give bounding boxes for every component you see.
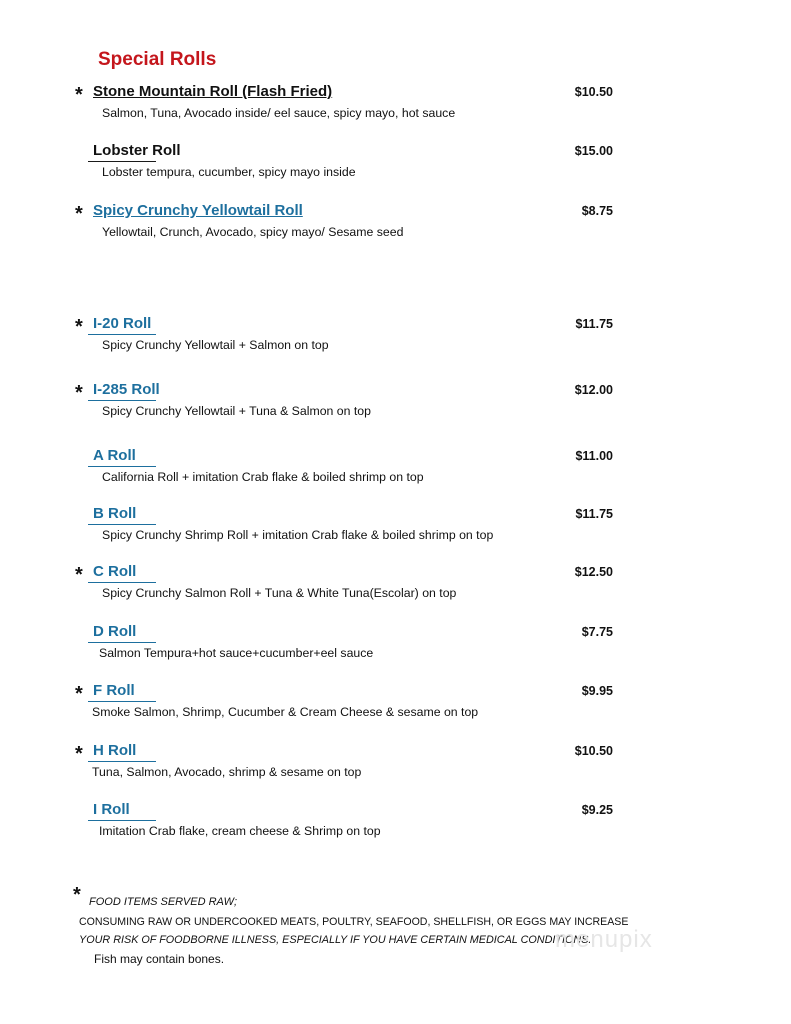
name-underline bbox=[88, 334, 156, 335]
menu-item bbox=[0, 142, 791, 191]
item-name: F Roll bbox=[93, 682, 135, 699]
name-underline bbox=[88, 820, 156, 821]
item-description: Spicy Crunchy Salmon Roll + Tuna & White Tuna(Escolar) on top bbox=[102, 586, 457, 600]
item-description: Yellowtail, Crunch, Avocado, spicy mayo/ Sesame seed bbox=[102, 225, 404, 239]
item-name: Lobster Roll bbox=[93, 142, 181, 159]
raw-indicator-asterisk: * bbox=[75, 564, 83, 586]
item-description: California Roll + imitation Crab flake & boiled shrimp on top bbox=[102, 470, 424, 484]
raw-indicator-asterisk: * bbox=[75, 743, 83, 765]
page-title: Special Rolls bbox=[98, 49, 217, 70]
menu-item bbox=[0, 623, 791, 672]
menu-item bbox=[0, 447, 791, 496]
item-price: $12.00 bbox=[574, 383, 613, 397]
item-description: Lobster tempura, cucumber, spicy mayo inside bbox=[102, 165, 356, 179]
raw-indicator-asterisk: * bbox=[75, 683, 83, 705]
name-underline bbox=[88, 642, 156, 643]
menu-item bbox=[0, 202, 791, 251]
item-price: $10.50 bbox=[574, 85, 613, 99]
menu-item bbox=[0, 801, 791, 850]
item-name: H Roll bbox=[93, 742, 137, 759]
warning-line-2: YOUR RISK OF FOODBORNE ILLNESS, ESPECIALLY IF YOU HAVE CERTAIN MEDICAL CONDITIONS. bbox=[79, 934, 592, 946]
item-description: Spicy Crunchy Yellowtail + Salmon on top bbox=[102, 338, 329, 352]
raw-note: FOOD ITEMS SERVED RAW; bbox=[89, 896, 238, 908]
item-price: $9.95 bbox=[581, 684, 613, 698]
menu-item bbox=[0, 315, 791, 364]
bones-note: Fish may contain bones. bbox=[94, 952, 225, 966]
item-name: Stone Mountain Roll (Flash Fried) bbox=[93, 83, 333, 100]
item-price: $11.75 bbox=[575, 507, 613, 521]
item-name: A Roll bbox=[93, 447, 136, 464]
item-name: B Roll bbox=[93, 505, 137, 522]
name-underline bbox=[88, 466, 156, 467]
menu-item bbox=[0, 682, 791, 731]
item-price: $15.00 bbox=[574, 144, 613, 158]
name-underline bbox=[88, 161, 156, 162]
item-price: $9.25 bbox=[581, 803, 613, 817]
name-underline bbox=[88, 701, 156, 702]
item-description: Tuna, Salmon, Avocado, shrimp & sesame on top bbox=[92, 765, 362, 779]
raw-indicator-asterisk: * bbox=[75, 316, 83, 338]
item-description: Spicy Crunchy Shrimp Roll + imitation Crab flake & boiled shrimp on top bbox=[102, 528, 494, 542]
item-description: Imitation Crab flake, cream cheese & Shrimp on top bbox=[99, 824, 381, 838]
menu-item bbox=[0, 83, 791, 132]
item-price: $11.00 bbox=[575, 449, 613, 463]
item-price: $10.50 bbox=[574, 744, 613, 758]
item-name: I-20 Roll bbox=[93, 315, 152, 332]
menu-item bbox=[0, 563, 791, 612]
menu-item bbox=[0, 742, 791, 791]
raw-indicator-asterisk: * bbox=[75, 84, 83, 106]
warning-line-1: CONSUMING RAW OR UNDERCOOKED MEATS, POULTRY, SEAFOOD, SHELLFISH, OR EGGS MAY INCREASE bbox=[79, 916, 629, 928]
menu-item bbox=[0, 381, 791, 430]
watermark: menupix bbox=[555, 926, 653, 953]
raw-indicator-asterisk: * bbox=[75, 382, 83, 404]
item-price: $11.75 bbox=[575, 317, 613, 331]
item-name: Spicy Crunchy Yellowtail Roll bbox=[93, 202, 303, 219]
item-name: D Roll bbox=[93, 623, 137, 640]
item-name: I-285 Roll bbox=[93, 381, 160, 398]
name-underline bbox=[88, 761, 156, 762]
item-price: $12.50 bbox=[574, 565, 613, 579]
item-name: C Roll bbox=[93, 563, 137, 580]
name-underline bbox=[88, 400, 156, 401]
item-name: I Roll bbox=[93, 801, 130, 818]
menu-item bbox=[0, 505, 791, 554]
item-price: $8.75 bbox=[581, 204, 613, 218]
item-price: $7.75 bbox=[581, 625, 613, 639]
item-description: Spicy Crunchy Yellowtail + Tuna & Salmon on top bbox=[102, 404, 371, 418]
name-underline bbox=[88, 582, 156, 583]
item-description: Salmon, Tuna, Avocado inside/ eel sauce, spicy mayo, hot sauce bbox=[102, 106, 456, 120]
item-description: Smoke Salmon, Shrimp, Cucumber & Cream Cheese & sesame on top bbox=[92, 705, 479, 719]
raw-asterisk: * bbox=[73, 884, 81, 906]
item-description: Salmon Tempura+hot sauce+cucumber+eel sauce bbox=[99, 646, 374, 660]
raw-indicator-asterisk: * bbox=[75, 203, 83, 225]
name-underline bbox=[88, 524, 156, 525]
